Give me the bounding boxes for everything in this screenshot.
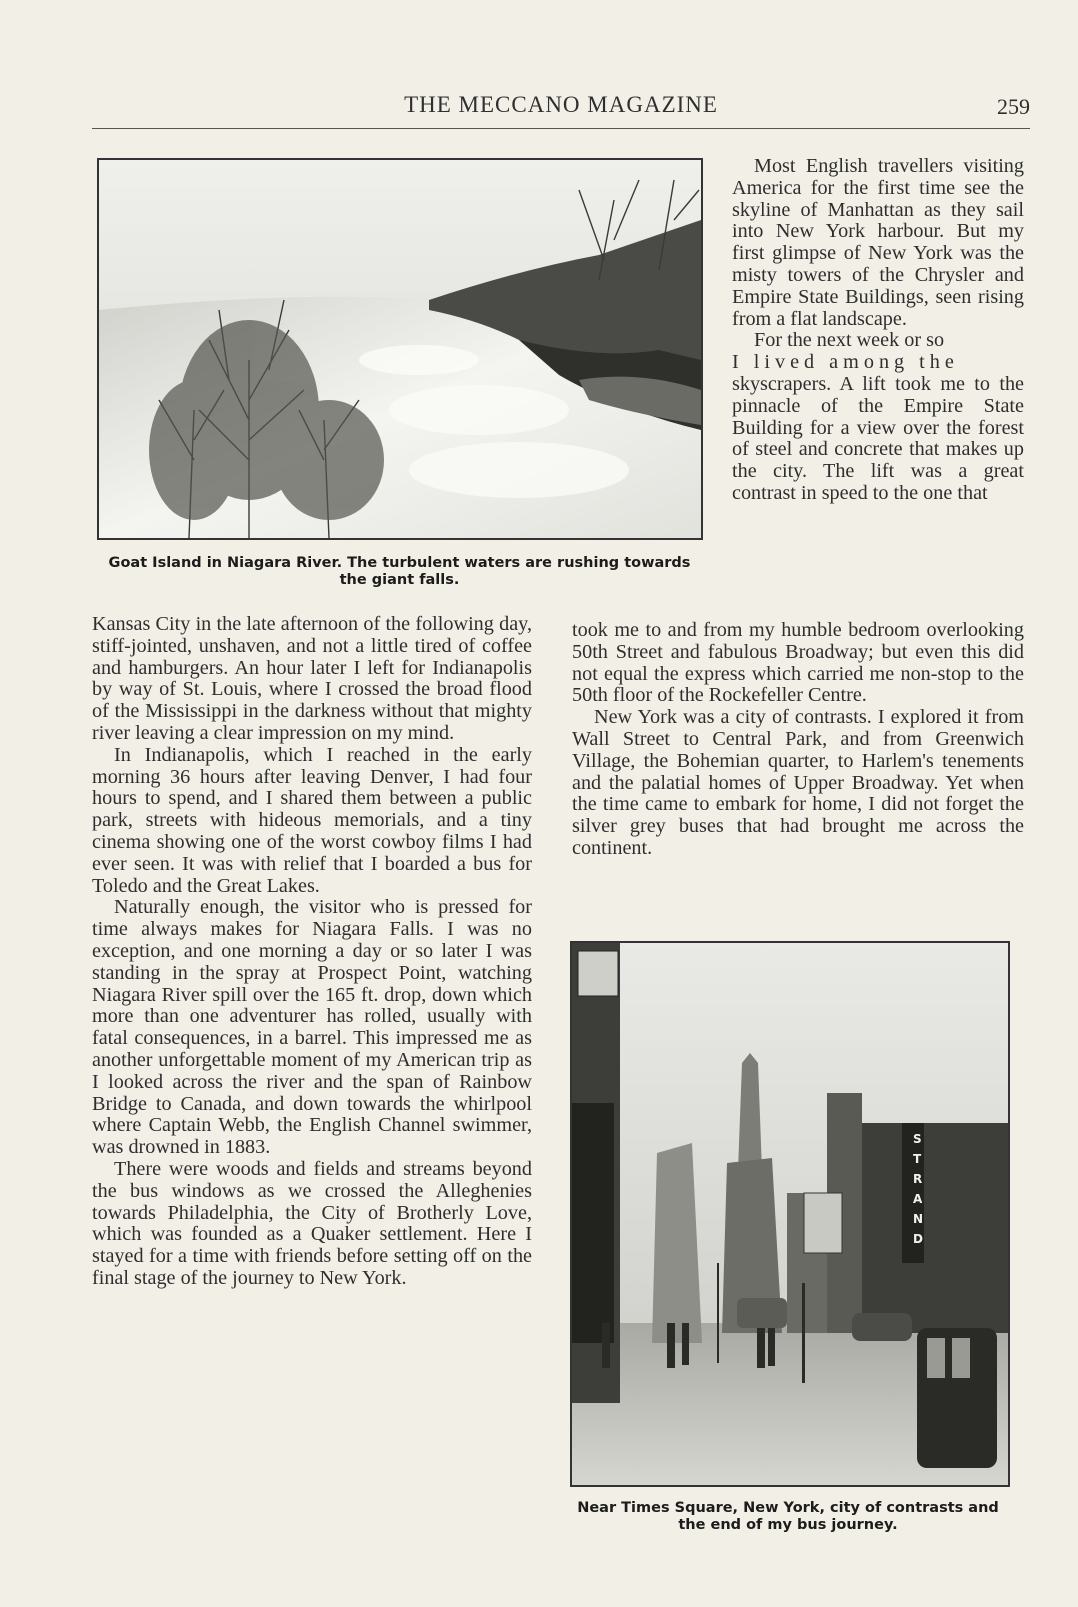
article-column-right-middle (572, 620, 1024, 860)
article-paragraph: New York was a city of contrasts. I explored it from Wall Street to Central Park, and from Greenwich Village, the Bohemian quarter, to Harlem's tenements and the palatial homes of Upper Broadway. Yet when the time came to embark for home, I did not forget the silver grey buses that had brought me across the continent. (572, 706, 1024, 859)
strand-sign: D (913, 1232, 923, 1246)
article-column-right-top (732, 156, 1024, 505)
strand-sign: N (913, 1212, 924, 1226)
magazine-title: THE MECCANO MAGAZINE (404, 92, 718, 117)
times-square-photo (570, 941, 1010, 1487)
strand-sign: R (913, 1172, 923, 1186)
article-paragraph: Kansas City in the late afternoon of the following day, stiff-jointed, unshaven, and not a little tired of coffee and hamburgers. An hour later I left for Indianapolis by way of St. Louis, where I crossed the broad flood of the Mississippi in the darkness without that mighty river leaving a clear impression on my mind. (92, 613, 532, 744)
goat-island-photo (97, 158, 703, 540)
strand-sign: T (913, 1152, 922, 1166)
page-number: 259 (997, 94, 1030, 119)
article-paragraph: Most English travellers visiting America for the first time see the skyline of Manhattan as they sail into New York harbour. But my first glimpse of New York was the misty towers of the Chrysler and Empire State Buildings, seen rising from a flat landscape. (732, 155, 1024, 330)
article-paragraph: In Indianapolis, which I reached in the early morning 36 hours after leaving Denver, I had four hours to spend, and I shared them between a public park, streets with hideous memorials, and a tiny cinema showing one of the worst cowboy films I had ever seen. It was with relief that I boarded a bus for Toledo and the Great Lakes. (92, 743, 532, 897)
page-header (92, 92, 1030, 129)
article-column-left (92, 614, 532, 1290)
article-paragraph-line: For the next week or so (754, 329, 945, 352)
goat-island-image (99, 160, 701, 538)
times-square-caption: Near Times Square, New York, city of contrasts and the end of my bus journey. (577, 1500, 999, 1533)
article-paragraph: There were woods and fields and streams beyond the bus windows as we crossed the Alleghenies towards Philadelphia, the City of Brotherly Love, which was founded as a Quaker settlement. Here I stayed for a time with friends before setting off on the final stage of the journey to New York. (92, 1157, 532, 1289)
strand-sign: S (913, 1132, 922, 1146)
strand-sign: A (913, 1192, 923, 1206)
goat-island-caption: Goat Island in Niagara River. The turbulent waters are rushing towards the giant falls. (108, 555, 691, 588)
article-paragraph-line: I lived among the (732, 351, 959, 374)
article-paragraph: Naturally enough, the visitor who is pressed for time always makes for Niagara Falls. I was no exception, and one morning a day or so later I was standing in the spray at Prospect Point, watching Niagara River spill over the 165 ft. drop, down which more than one adventurer has rolled, usually with fatal consequences, in a barrel. This impressed me as another unforgettable moment of my American trip as I looked across the river and the span of Rainbow Bridge to Canada, and down towards the whirlpool where Captain Webb, the English Channel swimmer, was drowned in 1883. (92, 896, 532, 1159)
times-square-image (572, 943, 1008, 1485)
article-paragraph: took me to and from my humble bedroom overlooking 50th Street and fabulous Broadway; but even this did not equal the express which carried me non-stop to the 50th floor of the Rockefeller Centre. (572, 619, 1024, 707)
article-paragraph: skyscrapers. A lift took me to the pinnacle of the Empire State Building for a view over the forest of steel and concrete that makes up the city. The lift was a great contrast in speed to the one that (732, 372, 1024, 504)
